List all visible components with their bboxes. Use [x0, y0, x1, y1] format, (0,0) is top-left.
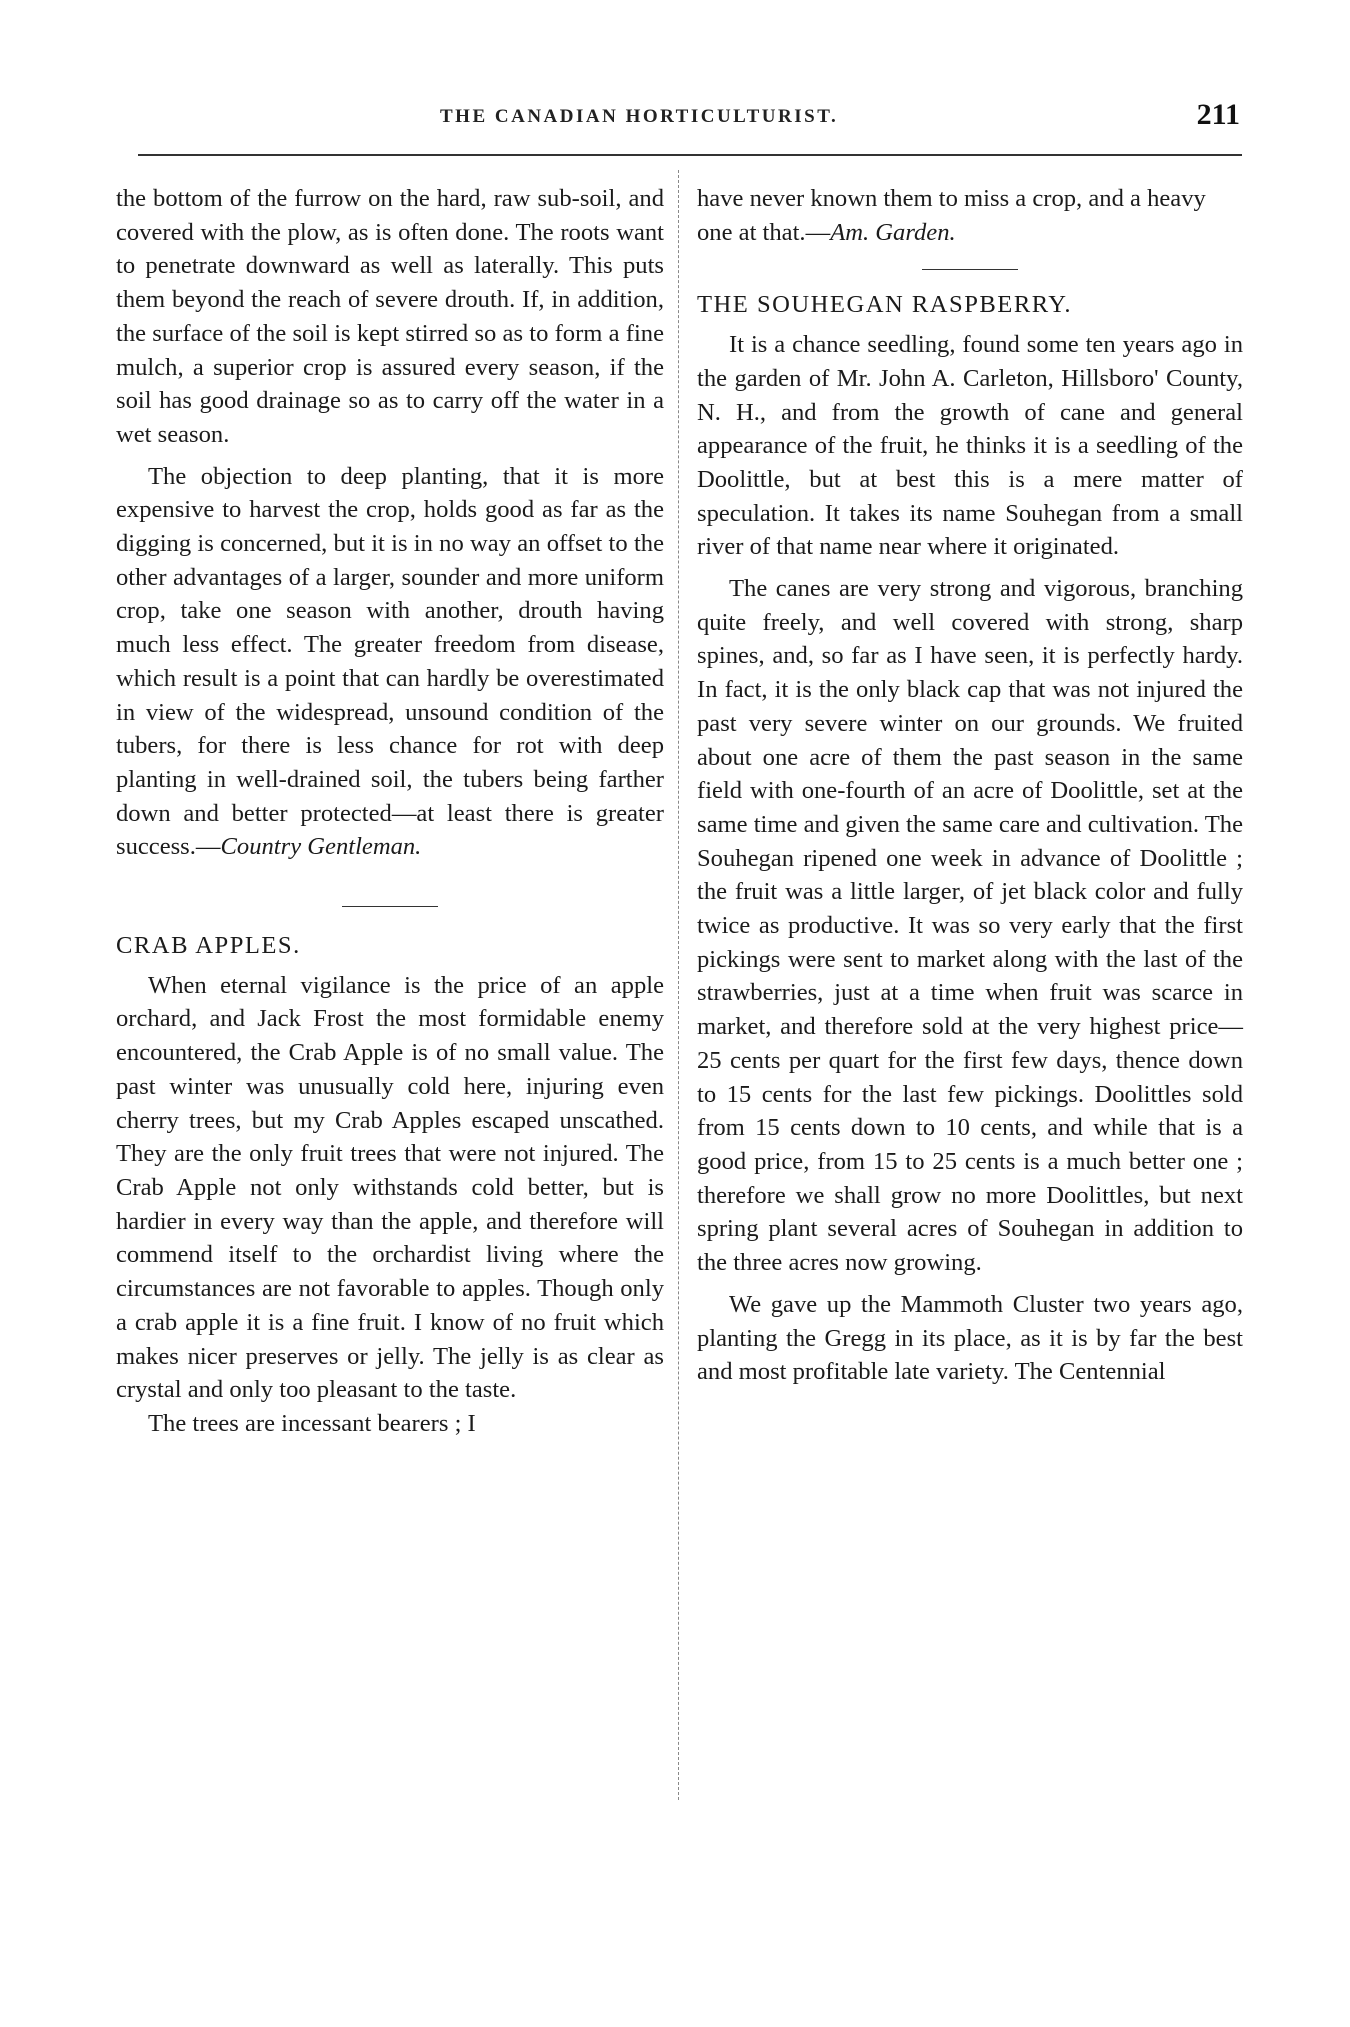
- header-rule: [138, 154, 1242, 156]
- source-citation-right: Am. Garden.: [830, 218, 956, 246]
- deep-planting-paragraph: [116, 460, 664, 864]
- crab-apples-title: CRAB APPLES.: [116, 932, 301, 960]
- continued-paragraph: the bottom of the furrow on the hard, raw sub-soil, and covered with the plow, as is often done. The roots want to penetrate downward as well as laterally. This puts them beyond the reach of severe drouth. If, in addition, the surface of the soil is kept stirred so as to form a fine mulch, a superior crop is assured every season, if the soil has good drainage so as to carry off the water in a wet season.: [116, 185, 664, 448]
- crab-apples-paragraph: When eternal vigilance is the price of an apple orchard, and Jack Frost the most formidable enemy encountered, the Crab Apple is of no small value. The past winter was unusually cold here, injuring even cherry trees, but my Crab Apples escaped unscathed. They are the only fruit trees that were not injured. The Crab Apple not only withstands cold better, but is hardier in every way than the apple, and therefore will commend itself to the orchardist living where the circumstances are not favorable to apples. Though only a crab apple it is a fine fruit. I know of no fruit which makes nicer preserves or jelly. The jelly is as clear as crystal and only too pleasant to the taste.: [116, 971, 664, 1404]
- souhegan-paragraph-2: The canes are very strong and vigorous, branching quite freely, and well covered with strong, sharp spines, and, so far as I have seen, it is perfectly hardy. In fact, it is the only black cap that was not injured the past very severe winter on our grounds. We fruited about one acre of them the past season in the same field with one-fourth of an acre of Doolittle, set at the same time and given the same care and cultivation. The Souhegan ripened one week in advance of Doolittle ; the fruit was a little larger, of jet black color and fully twice as productive. It was so very early that the first pickings were sent to market along with the last of the strawberries, just at a time when fruit was scarce in market, and therefore sold at the very highest price—25 cents per quart for the first few days, thence down to 15 cents for the last few pickings. Doolittles sold from 15 cents down to 10 cents, and while that is a good price, from 15 to 25 cents is a much better one ; therefore we shall grow no more Doolittles, but next spring plant several acres of Souhegan in addition to the three acres now growing.: [697, 575, 1243, 1277]
- journal-title: THE CANADIAN HORTICULTURIST.: [440, 106, 839, 127]
- source-citation: Country Gentleman.: [220, 833, 422, 861]
- souhegan-paragraph-1: It is a chance seedling, found some ten years ago in the garden of Mr. John A. Carleton, Hillsboro' County, N. H., and from the growth of cane and general appearance of the fruit, he thinks it is a seedling of the Doolittle, but at best this is a mere matter of speculation. It takes its name Souhegan from a small river of that name near where it originated.: [697, 331, 1243, 561]
- continued-text: have never known them to miss a crop, and a heavy one at that.—: [697, 185, 1206, 246]
- right-column: [697, 182, 1243, 1389]
- continued-paragraph-right: [697, 182, 1243, 249]
- page-number: 211: [1196, 98, 1240, 131]
- running-header: [140, 98, 1240, 138]
- column-divider: [678, 170, 679, 1800]
- souhegan-title: THE SOUHEGAN RASPBERRY.: [697, 291, 1073, 319]
- left-column: [116, 182, 664, 1441]
- deep-planting-text: The objection to deep planting, that it is more expensive to harvest the crop, holds good as far as the digging is concerned, but it is in no way an offset to the other advantages of a larger, sounder and more uniform crop, take one season with another, drouth having much less effect. The greater freedom from disease, which result is a point that can hardly be overestimated in view of the widespread, unsound condition of the tubers, for there is less chance for rot with deep planting in well-drained soil, the tubers being farther down and better protected—at least there is greater success.—: [116, 462, 664, 861]
- souhegan-paragraph-3: We gave up the Mammoth Cluster two years ago, planting the Gregg in its place, as it is by far the best and most profitable late variety. The Centennial: [697, 1290, 1243, 1386]
- crab-apples-paragraph-2: The trees are incessant bearers ; I: [148, 1409, 476, 1437]
